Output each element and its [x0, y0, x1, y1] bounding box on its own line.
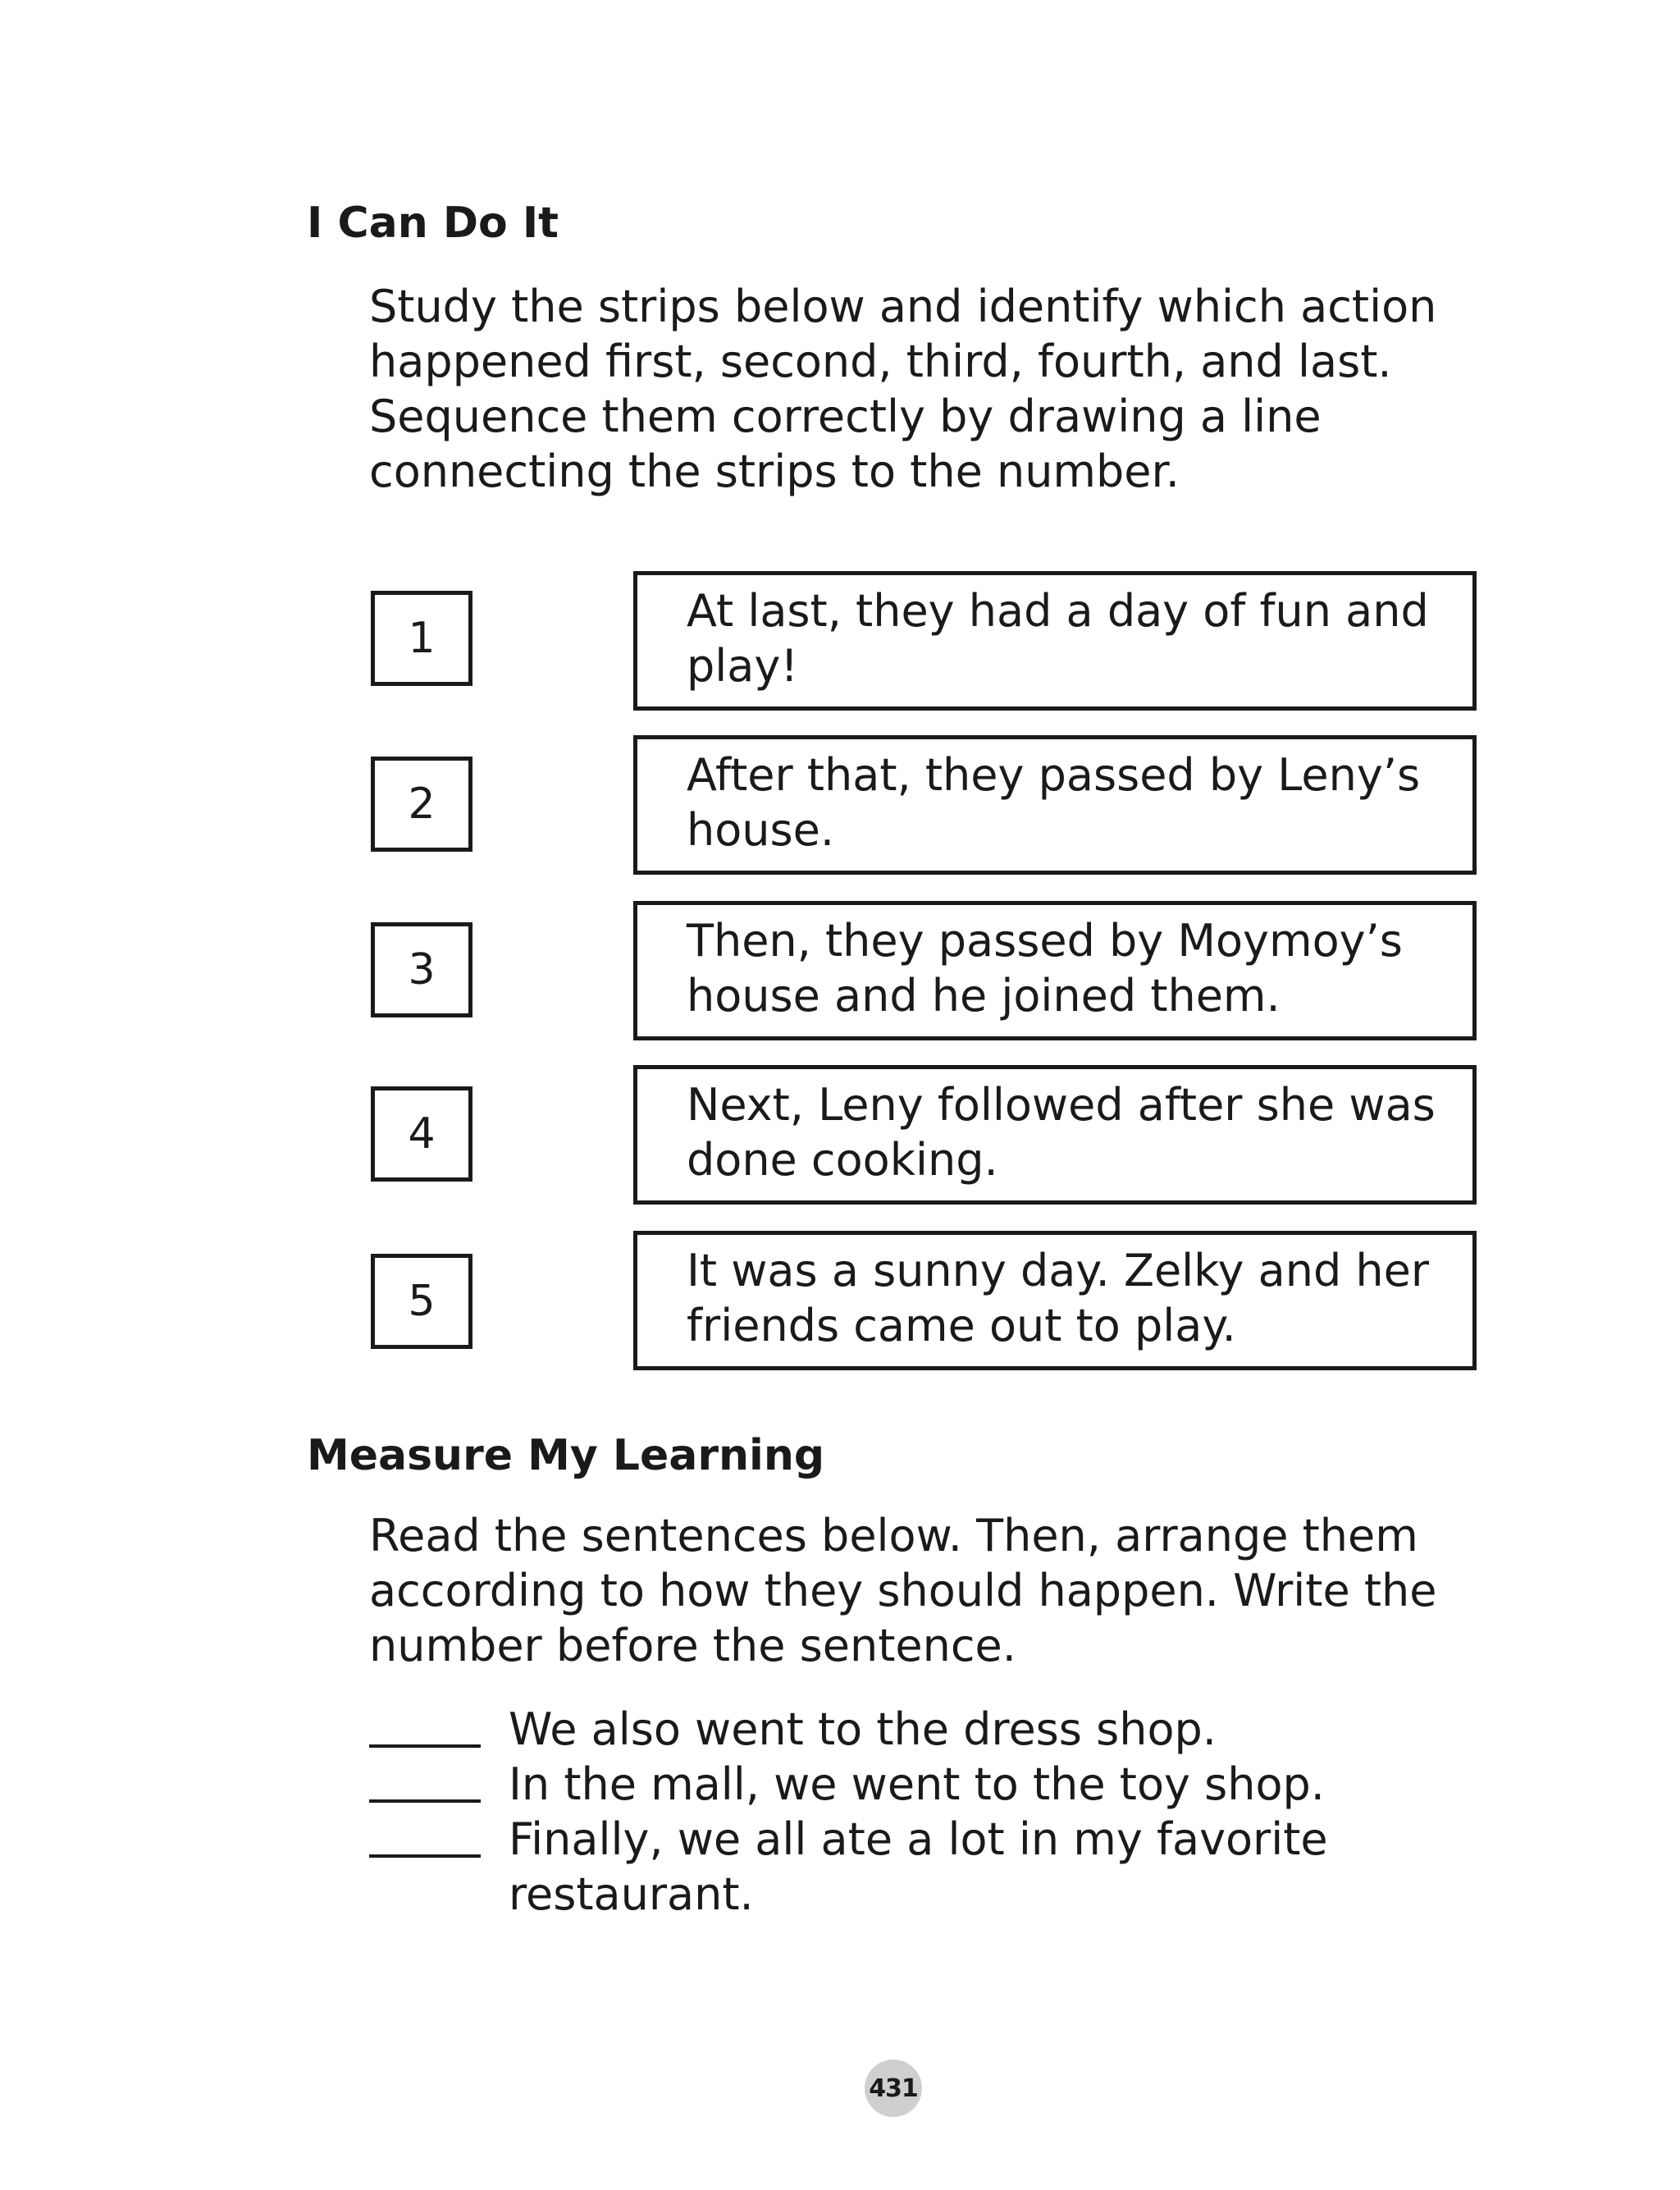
section2-instructions: [369, 1508, 1518, 1673]
instruction-line: number before the sentence.: [369, 1620, 1016, 1671]
sequence-strip-3[interactable]: [633, 901, 1477, 1040]
number-box-3[interactable]: 3: [371, 922, 472, 1017]
strip-line: Then, they passed by Moymoy’s: [687, 915, 1403, 967]
sequence-strip-1[interactable]: [633, 571, 1477, 711]
number-box-4[interactable]: 4: [371, 1086, 472, 1182]
arrange-item-text-continued: restaurant.: [509, 1868, 754, 1920]
strip-line: done cooking.: [687, 1134, 998, 1186]
instruction-line: according to how they should happen. Write the: [369, 1565, 1437, 1616]
strip-line: friends came out to play.: [687, 1300, 1236, 1351]
page-number: 431: [865, 2060, 922, 2117]
arrange-item-text: We also went to the dress shop.: [509, 1703, 1217, 1755]
strip-line: house.: [687, 804, 835, 856]
section-heading-measure-my-learning: Measure My Learning: [307, 1431, 825, 1480]
answer-blank[interactable]: [369, 1799, 481, 1803]
arrange-item-text: Finally, we all ate a lot in my favorite: [509, 1813, 1328, 1865]
instruction-line: connecting the strips to the number.: [369, 446, 1180, 497]
strip-line: At last, they had a day of fun and: [687, 585, 1429, 637]
sequence-strip-4[interactable]: [633, 1065, 1477, 1205]
answer-blank[interactable]: [369, 1854, 481, 1858]
strip-line: house and he joined them.: [687, 970, 1281, 1022]
answer-blank[interactable]: [369, 1744, 481, 1748]
number-box-2[interactable]: 2: [371, 757, 472, 852]
section1-instructions: [369, 279, 1518, 499]
strip-line: After that, they passed by Leny’s: [687, 749, 1421, 801]
sequence-strip-5[interactable]: [633, 1231, 1477, 1370]
strip-line: Next, Leny followed after she was: [687, 1079, 1436, 1131]
arrange-item-text: In the mall, we went to the toy shop.: [509, 1758, 1325, 1810]
strip-line: play!: [687, 640, 798, 692]
instruction-line: Read the sentences below. Then, arrange them: [369, 1510, 1418, 1561]
section-heading-i-can-do-it: I Can Do It: [307, 199, 559, 248]
instruction-line: Sequence them correctly by drawing a line: [369, 391, 1322, 442]
strip-line: It was a sunny day. Zelky and her: [687, 1245, 1430, 1296]
instruction-line: Study the strips below and identify which action: [369, 281, 1437, 332]
number-box-1[interactable]: 1: [371, 591, 472, 686]
sequence-strip-2[interactable]: [633, 735, 1477, 875]
number-box-5[interactable]: 5: [371, 1254, 472, 1349]
instruction-line: happened first, second, third, fourth, and last.: [369, 336, 1392, 387]
